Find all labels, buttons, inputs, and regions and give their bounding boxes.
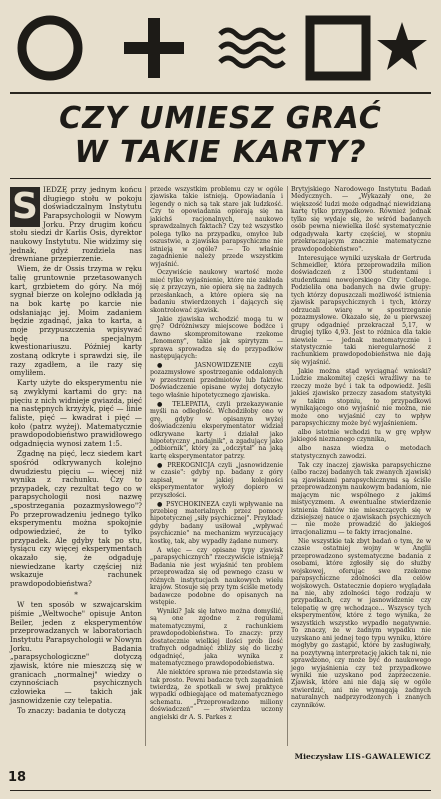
paragraph: Jakie zjawiska wchodzić mogą tu w grę? Odróżniwszy miejscowe bodźce i dawno skompromitowane rzekome „fenomeny", takie jak spirytyzm — sprawa sprowadza się do przypadków następujących: xyxy=(150,315,283,360)
section-star: * xyxy=(74,589,78,599)
paragraph: S IEDZĘ przy jednym końcu długiego stołu w pokoju doświadczalnym Instytutu Parapsychologii w Nowym Jorku. Przy drugim końcu stołu siedzi dr Karlis Osis, dyrektor naukowy Instytutu. Nie widzimy się jednak, gdyż rozdziela nas drewniane przepierzenie. xyxy=(10,185,142,264)
star-icon xyxy=(377,22,427,70)
paragraph: ● JASNOWIDZENIE czyli pozazmysłowe spostrzeganie oddalonych w przestrzeni przedmiotów lub faktów. Doświadczenie opisane wyżej dotyczyło tego właśnie hipotetycznego zjawiska. xyxy=(150,361,283,399)
column-divider xyxy=(145,186,146,746)
square-icon xyxy=(310,20,366,76)
paragraph: To znaczy: badania te dotyczą xyxy=(17,705,126,715)
paragraph: Oczywiście naukowy wartość może mieć tylko wyjaśnienie, które nie zakłada się z przyczyn, nie opiera się na żadnych przesłankach, a które opiera się na badaniu stwierdzonych i dających się skontrolować zjawisk. xyxy=(150,269,283,314)
paragraph: albo istotnie wchodzi tu w grę wpływ jakiegoś nieznanego czynnika, xyxy=(291,429,431,444)
paragraph: Ale niektóre sprawa nie przedstawia się tak prosto. Pewni badacze tych zagadnień twierdzą, że spotkali w swej praktyce wypadki odbiegające od matematycznego schematu. „Przeprowadzono miliony doświadczeń" — stwierdza uczony angielski dr A. S. Parkes z xyxy=(150,669,283,721)
paragraph: Tak czy inaczej zjawiska parapsychiczne (albo raczej badanych tak zwanych zjawisk) są zjawiskami parapsychicznymi są ściśle przeprowadzonym naukowym badaniom, nie mającym nic wspólnego z jakimś mistycyzmem. A ewentualne stwierdzenie istnienia faktów nie mieszczących się w dzisiejszej nauce o zjawiskach psychicznych — nie może prowadzić do jakiegoś irracjonalizmu — te fakty irracjonalne. xyxy=(291,461,431,536)
byline-first-name: Mieczysław xyxy=(294,752,343,761)
paragraph: Wiem, że dr Ossis trzyma w ręku talię gruntownie przetasowanych kart, grzbietem do góry. Na mój sygnał bierze on kolejno odkłada ją na bok kartę po karcie nie odsłaniając jej. Moim zadaniem będzie zgadnąć, jaka to karta, a moje przypuszczenia wpisywać będę na specjalnym kwestionariuszu. Później karty zostaną odkryte i sprawdzi się, ile razy zgadłem, a ile razy się omyliłem. xyxy=(10,264,142,378)
paragraph: A więc — czy opisane typy zjawisk „parapsychicznych" rzeczywiście istnieją? Badania nie jest wyjaśnić ten problem przeprowadza się od pewnego czasu w różnych instytucjach naukowych wielu krajów. Stosuje się przy tym ściśle metody badawcze podobne do opisanych na wstępie. xyxy=(150,546,283,606)
article-column-2 xyxy=(150,186,283,723)
paragraph: Brytyjskiego Narodowego Instytutu Badań Medycznych. — „Wykazały one, że większość ludzi może odgadnąć niewidzianą kartę tylko przypadkowo. Również jednak tylko się wydaje się, że wśród badanych osób pewna niewielka ilość systematycznie odgadywała karty częściej, w stopniu przekraczającym znacznie matematyczne prawdopodobieństwo". xyxy=(291,186,431,253)
paragraph: Wyniki? Jak się łatwo można domyślić, są one zgodne z regułami matematycznymi, z rachunkiem prawdopodobieństwa. To znaczy: przy dostatecznie wielkiej ilości prób ilość trafnych odgadnięć zbliży się do liczby odgadnięć, jaka wynika z matematycznego prawdopodobieństwa. xyxy=(150,607,283,668)
headline-line-2: W TAKIE KARTY? xyxy=(74,135,367,170)
paragraph: przede wszystkim problemu czy w ogóle zjawiska takie istnieją. Opowiadania i legendy o nich są tak stare jak ludzkość. Czy te opowiadania opierają się na jakichś racjonalnych, naukowo sprawdzalnych faktach? Czy też wszystko polega tylko na przypadku, omyłce lub oszustwie, a zjawiska parapsychiczne nie istnieją w ogóle? — To właśnie zagadnienie należy przede wszystkim wyjaśnić. xyxy=(150,186,283,268)
paragraph: Interesujące wyniki uzyskała dr Gertruda Schmeidler, która przeprowadziła milion doświadczeń z 1300 studentami i studentkami nowojorskiego City College. Podzieliła ona badanych na dwie grupy: tych którzy dopuszczali możliwość istnienia zjawisk parapsychicznych i tych, którzy odrzucali wiarę w spostrzeganie pozazmysłowe. Okazało się, że u pierwszej grupy odgadnięć przekraczał 5,17, w drugiej tylko 4,93. Jest to różnica dla takie niewiele — jednak matematycznie i statystycznie taki nieregularność z rachunkiem prawdopodobieństwa nie dają się wyjaśnić. xyxy=(291,254,431,366)
top-rule xyxy=(10,92,431,94)
paragraph: Karty użyte do eksperymentu nie są zwykłymi kartami do gry: na pięciu z nich widnieje gwiazda, pięć na następnych krzyżyk, pięć — linie faliste, pięć — kwadrat i pięć — koło (patrz wyżej). Matematycznie prawdopodobieństwo prawidłowego odgadnięcia wynosi zatem 1:5. xyxy=(10,378,142,449)
paragraph: Nie wszystkie tak zbyt badań o tym, że w czasie ostatniej wojny w Anglii przeprowadzono systematyczne badania z osobami, które zgłosiły się do służby wojskowej, oferując swe rzekome parapsychiczne zdolności dla celów wojskowych. Ostatecznie dopiero wyglądała na nie, aby zdolności tego rodzaju w przypadkach, czy w jasnowidzenie czy telepatię w grę wchodzące... Wszyscy tych eksperymentów, które z tego wynika, że wszystkich wszystko wypadło negatywnie. To znaczy, że w żadnym wypadku nie uzyskano ani jednej tego typu wyniku, które mogłyby go zastąpić, które by zasługiwały, na pozytywną interpretację jakich tak ni, nie sprawdzono, czy może być do naukowego jego wyjaśnienia czy też przypadkowe wyniki nie uzyskano pod zaprzeczenie. Zjawisk, które ani nie dają się w ogóle stwierdzić, ani nie wymagają żadnych naturalnych nadprzyrodzonych i znanych czynników. xyxy=(291,537,432,709)
page-number: 18 xyxy=(8,770,27,785)
paragraph: Jakie można stąd wyciągnąć wnioski? Ludzie znakomitej części wrażliwy na te rzeczy może być i tak ta odpowiedź. Jeśli jakieś zjawisko przeczy zasadom statystyki w takim stopniu, to przypadkowi wynikającego ono wyjaśnić nie można, nie może ono wyjaśnić czy to wpływ parapsychiczny może być wyjaśnieniem. xyxy=(291,367,431,428)
circle-icon xyxy=(22,20,78,76)
paragraph: Zgadnę na pięć, lecz siedem kart spośród odkrywanych kolejno dwudziestu pięciu — więcej niż wynika z rachunku. Czy to przypadek, czy rezultat tego co w parapsychologii nosi nazwę „spostrzegania pozazmysłowego"? Po przeprowadzeniu jednego tylko eksperymentu można spokojnie odpowiedzieć, że to tylko przypadek. Ale gdyby tak po stu, tysiącu czy więcej eksperymentach okazało się, że odgaduję niewiedzane karty częściej niż wskazuje rachunek prawdopodobieństwa? xyxy=(10,449,142,589)
paragraph: ● TELEPATIA, czyli przekazywanie myśli na odległość. Wchodziłoby ono w grę, gdyby w opisanym wyżej doświadczeniu eksperymentator widział odkrywane karty i działał jako hipotetyczny „nadajnik", a zgadujący jako „odbiornik", który za „odczytał" na jaką kartę eksperymentator patrzy. xyxy=(150,400,283,460)
column-divider xyxy=(287,186,288,746)
paragraph: ● PSYCHOKINEZA czyli wpływanie na przebieg materialnych przez pomocy hipotetycznej „siły psychicznej". Przykład: gdyby badany usiłował „wpływać psychicznie" na mechanizm wyrzucający kostkę, tak, aby wypadły żądane numery. xyxy=(150,500,283,545)
headline-rule xyxy=(10,178,431,179)
paragraph: albo nasza wiedza o metodach statystycznych zawodzi. xyxy=(291,445,431,460)
waves-icon xyxy=(220,30,284,66)
paragraph: W ten sposób w szwajcarskim piśmie „Weltwoche" opisuje Anton Beiler, jeden z eksperymentów przeprowadzanych w laboratoriach Instytutu Parapsychologii w Nowym Jorku. Badania „parapsychologiczne" dotyczą zjawisk, które nie mieszczą się w granicach „normalnej" wiedzy o czynnościach psychicznych człowieka — takich jak jasnowidzenie czy telepatia. xyxy=(10,600,142,705)
plus-icon xyxy=(124,18,184,78)
byline-last-name: LIS-GAWALEWICZ xyxy=(345,752,431,761)
article-column-3 xyxy=(291,186,431,711)
zener-symbols xyxy=(10,8,431,86)
headline xyxy=(14,102,427,170)
byline xyxy=(291,752,431,761)
headline-line-1: CZY UMIESZ GRAĆ xyxy=(59,101,382,136)
paragraph: ● PREKOGNICJA czyli „jasnowidzenie w czasie": gdyby np. badany z góry zapisał, w jakiej kolejności eksperymentator wyłoży dopiero w przyszłości. xyxy=(150,461,283,499)
article-column-1 xyxy=(10,186,142,717)
bottom-rule xyxy=(10,790,431,791)
dropcap: S xyxy=(10,187,40,227)
